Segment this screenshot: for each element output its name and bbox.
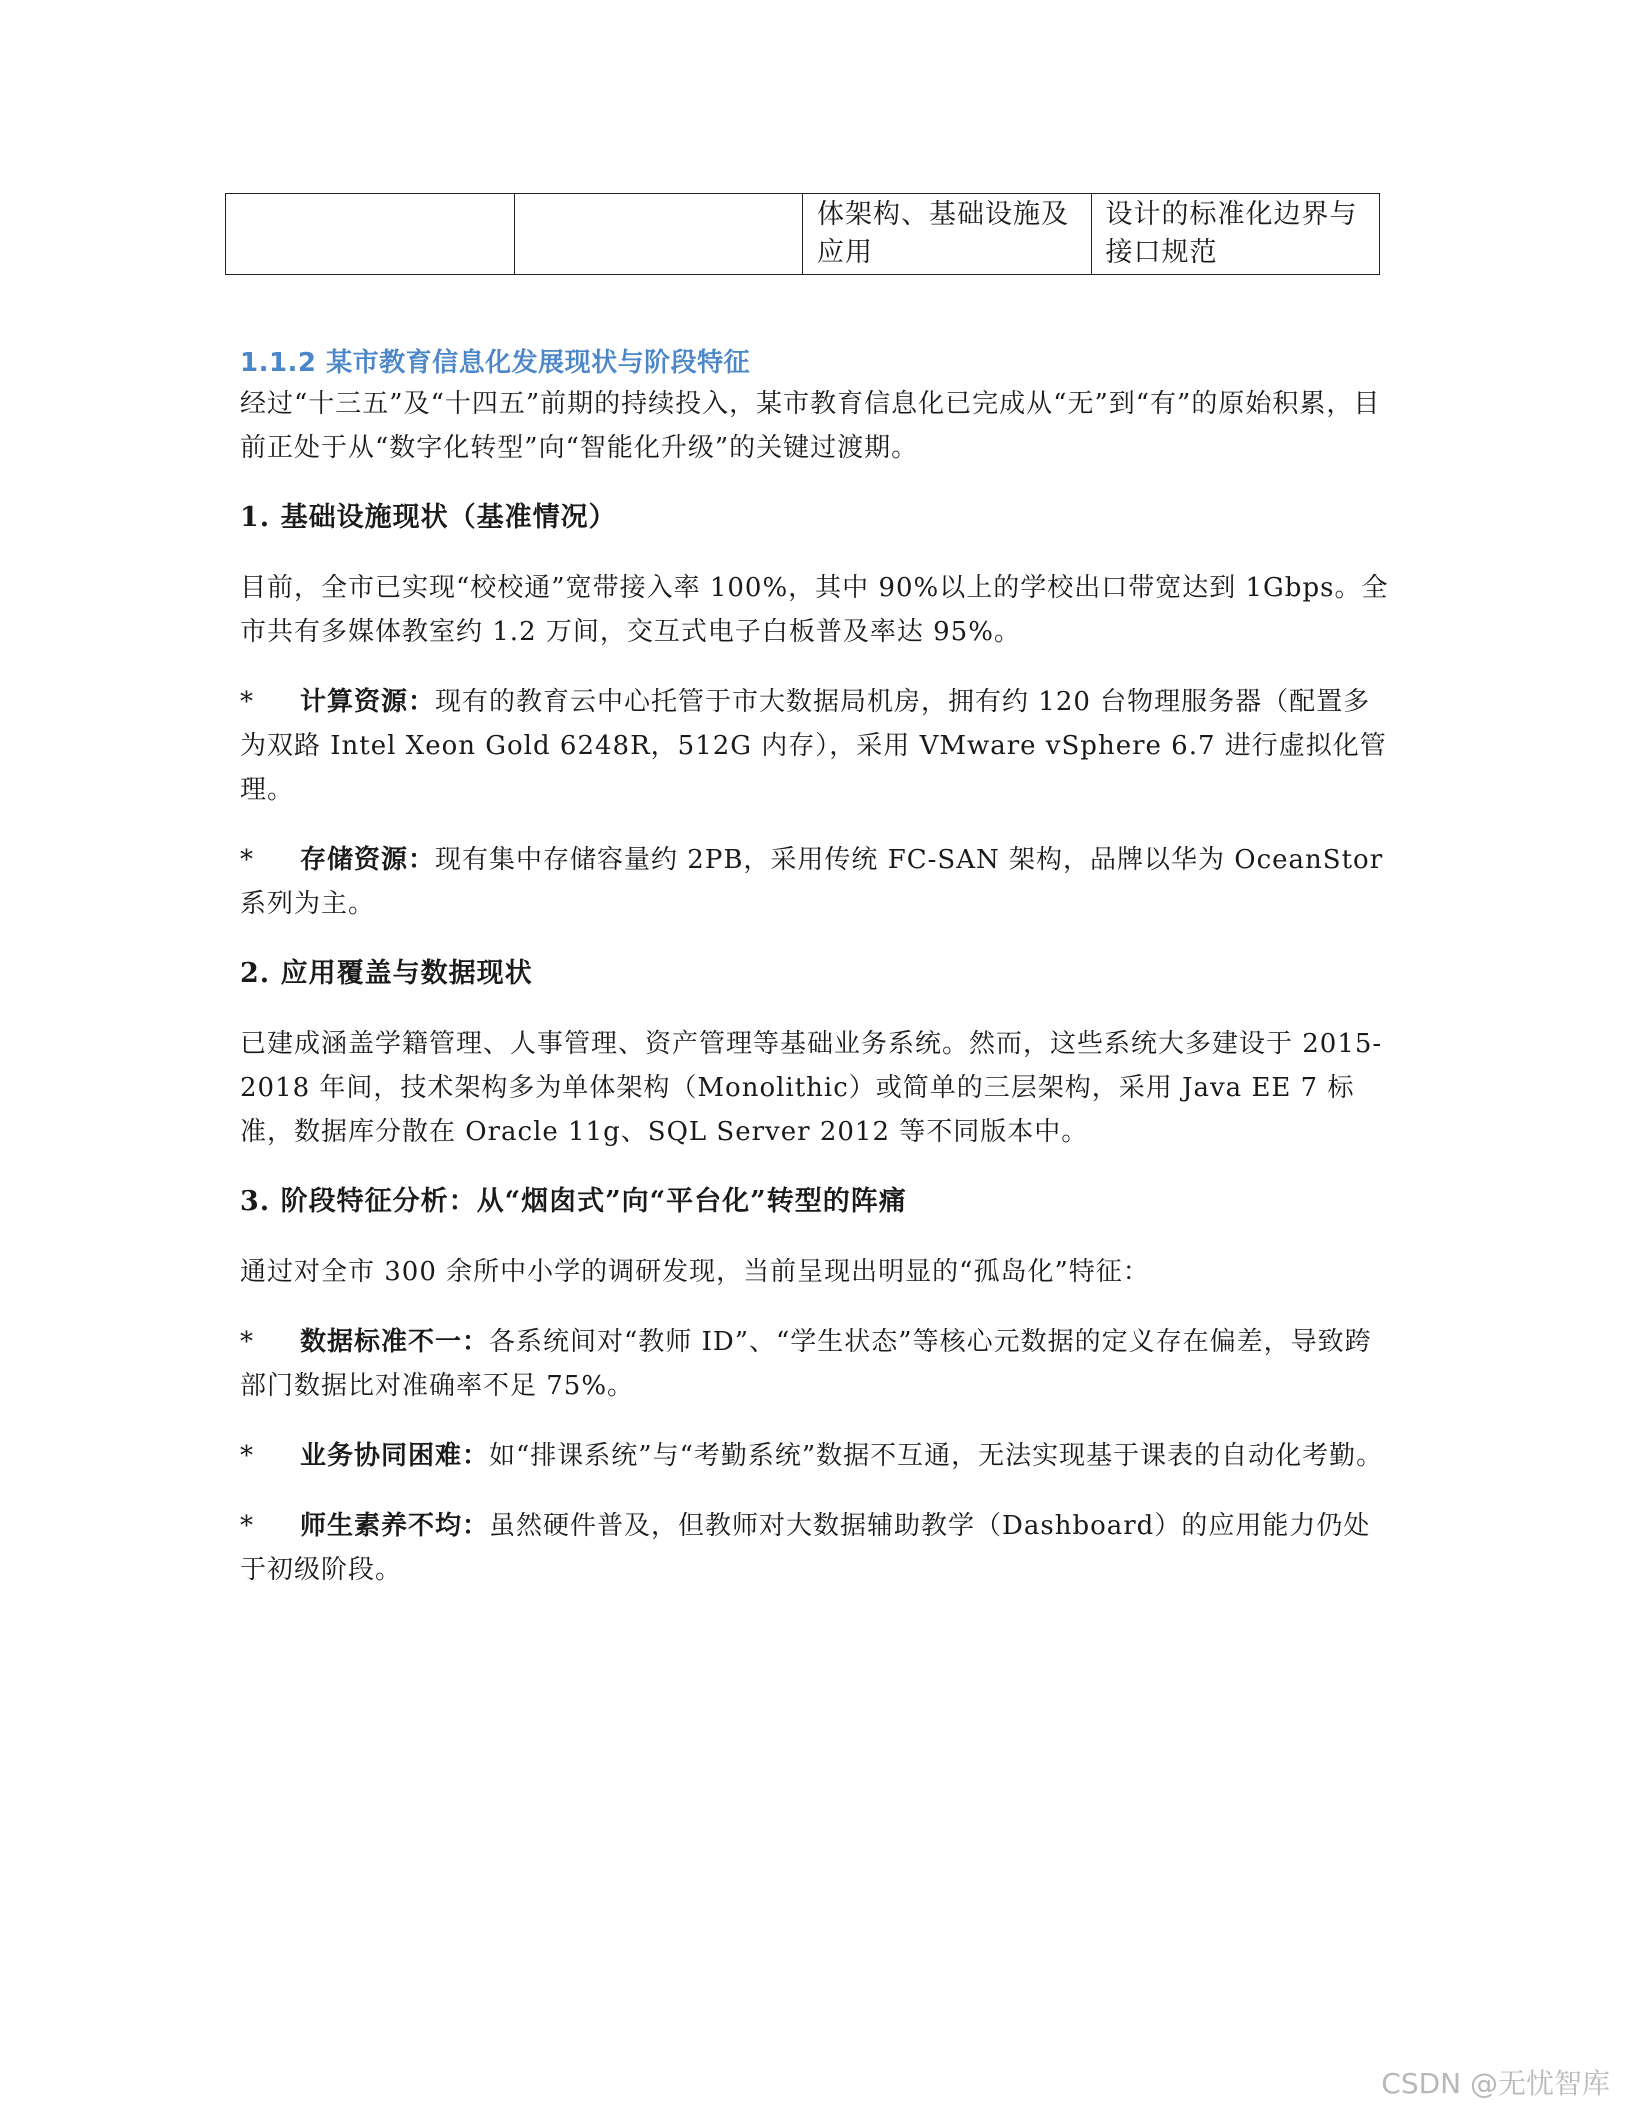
bullet-label: 师生素养不均： xyxy=(300,1511,490,1541)
table-cell: 设计的标准化边界与接口规范 xyxy=(1091,194,1380,275)
bullet-label: 计算资源： xyxy=(300,687,436,717)
paragraph-infrastructure: 目前，全市已实现“校校通”宽带接入率 100%，其中 90%以上的学校出口带宽达到 1Gbps。全市共有多媒体教室约 1.2 万间，交互式电子白板普及率达 95%。 xyxy=(240,573,1389,647)
bullet-text: 如“排课系统”与“考勤系统”数据不互通，无法实现基于课表的自动化考勤。 xyxy=(489,1441,1384,1471)
bullet-symbol: * xyxy=(240,1327,254,1357)
bullet-text: 现有的教育云中心托管于市大数据局机房，拥有约 120 台物理服务器（配置多为双路 Intel Xeon Gold 6248R，512G 内存），采用 VMware vSphere 6.7 进行虚拟化管理。 xyxy=(240,687,1387,805)
bullet-text: 虽然硬件普及，但教师对大数据辅助教学（Dashboard）的应用能力仍处于初级阶段。 xyxy=(240,1511,1371,1585)
bullet-label: 业务协同困难： xyxy=(300,1441,490,1471)
heading-applications: 2. 应用覆盖与数据现状 xyxy=(240,958,533,989)
paragraph-stage-analysis: 通过对全市 300 余所中小学的调研发现，当前呈现出明显的“孤岛化”特征： xyxy=(240,1257,1150,1287)
bullet-text: 现有集中存储容量约 2PB，采用传统 FC-SAN 架构，品牌以华为 OceanStor 系列为主。 xyxy=(240,845,1384,919)
section-title: 1.1.2 某市教育信息化发展现状与阶段特征 xyxy=(240,348,751,378)
bullet-text: 各系统间对“教师 ID”、“学生状态”等核心元数据的定义存在偏差，导致跨部门数据比对准确率不足 75%。 xyxy=(240,1327,1372,1401)
bullet-label: 数据标准不一： xyxy=(300,1327,490,1357)
bullet-symbol: * xyxy=(240,1441,254,1471)
bullet-symbol: * xyxy=(240,687,254,717)
bullet-storage xyxy=(240,838,1390,926)
bullet-collaboration xyxy=(240,1434,1390,1478)
continuation-table xyxy=(225,193,1380,275)
bullet-data-standards xyxy=(240,1320,1390,1408)
bullet-symbol: * xyxy=(240,1511,254,1541)
paragraph-applications: 已建成涵盖学籍管理、人事管理、资产管理等基础业务系统。然而，这些系统大多建设于 2015-2018 年间，技术架构多为单体架构（Monolithic）或简单的三层架构，采用 Java EE 7 标准，数据库分散在 Oracle 11g、SQL Server 2012 等不同版本中。 xyxy=(240,1029,1383,1147)
watermark: CSDN @无忧智库 xyxy=(1381,2067,1610,2100)
bullet-symbol: * xyxy=(240,845,254,875)
table-cell: 体架构、基础设施及应用 xyxy=(803,194,1092,275)
heading-stage-analysis: 3. 阶段特征分析：从“烟囱式”向“平台化”转型的阵痛 xyxy=(240,1186,907,1217)
bullet-label: 存储资源： xyxy=(300,845,436,875)
bullet-compute xyxy=(240,680,1390,812)
section-intro: 经过“十三五”及“十四五”前期的持续投入，某市教育信息化已完成从“无”到“有”的原始积累，目前正处于从“数字化转型”向“智能化升级”的关键过渡期。 xyxy=(240,389,1381,463)
bullet-literacy xyxy=(240,1504,1390,1592)
table-row xyxy=(226,194,1380,275)
table-cell xyxy=(514,194,803,275)
heading-infrastructure: 1. 基础设施现状（基准情况） xyxy=(240,502,617,533)
table-cell xyxy=(226,194,515,275)
document-body xyxy=(240,382,1390,1592)
